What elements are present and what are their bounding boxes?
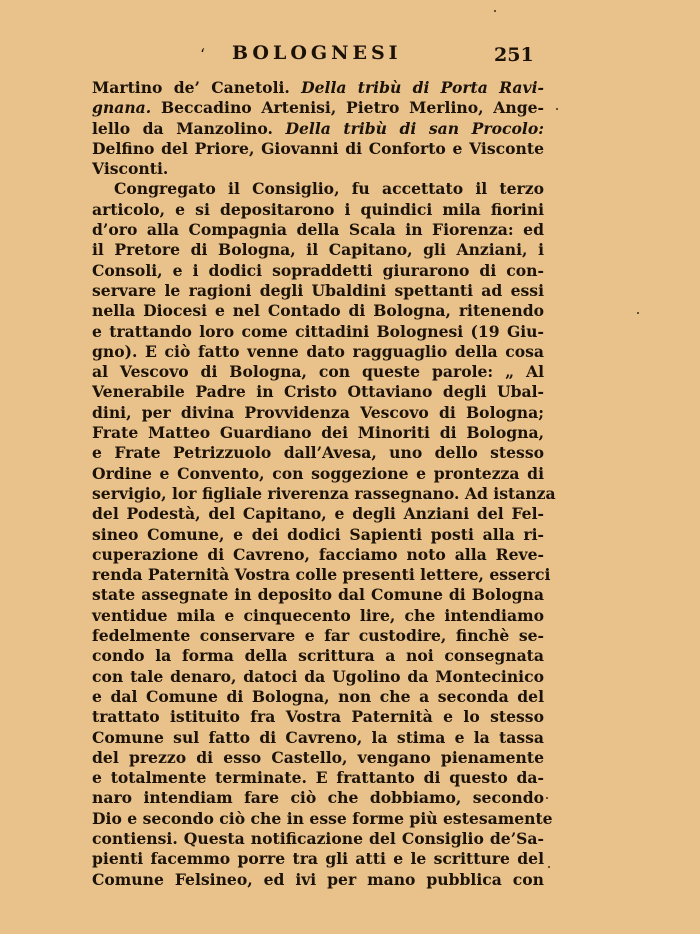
text-line [92, 808, 553, 829]
text-run: e totalmente terminate. E frattanto di questo da- [92, 768, 544, 788]
text-run: e dal Comune di Bologna, non che a seconda del [92, 686, 544, 706]
text-line [92, 687, 544, 707]
text-line [92, 525, 544, 545]
text-line [92, 403, 544, 423]
text-run: articolo, e si depositarono i quindici mila fiorini [92, 199, 544, 219]
text-run: renda Paternità Vostra colle presenti lettere, esserci [92, 565, 551, 585]
text-line [92, 261, 544, 281]
text-line [92, 342, 544, 362]
text-line [92, 788, 544, 808]
text-run: dini, per divina Provvidenza Vescovo di Bologna; [92, 402, 544, 422]
text-line [92, 565, 551, 585]
text-line [92, 382, 544, 402]
text-line [92, 768, 544, 788]
page-header [0, 42, 700, 72]
italic-run: gnana. [92, 98, 152, 118]
text-run: Comune Felsineo, ed ivi per mano pubblica con [92, 869, 544, 889]
paper-speck [548, 866, 550, 868]
text-run: lello da Manzolino. [92, 118, 286, 138]
text-line [92, 626, 544, 646]
paper-speck [546, 797, 548, 799]
text-line [92, 464, 544, 484]
text-run: il Pretore di Bologna, il Capitano, gli Anziani, i [92, 240, 544, 260]
italic-run: Della tribù di Porta Ravi- [301, 78, 544, 97]
text-line [92, 443, 544, 463]
text-line [92, 707, 544, 727]
text-run: contiensi. Questa notificazione del Consiglio de’Sa- [92, 828, 544, 848]
text-line [92, 646, 544, 666]
text-line [92, 301, 544, 321]
text-run: Delfino del Priore, Giovanni di Conforto e Visconte [92, 138, 544, 158]
text-run: e trattando loro come cittadini Bolognesi (19 Giu- [92, 321, 544, 341]
text-run: gno). E ciò fatto venne dato ragguaglio della cosa [92, 341, 544, 361]
text-run: Dio e secondo ciò che in esse forme più estesamente [92, 808, 553, 828]
body-text [92, 78, 556, 890]
text-line [92, 220, 544, 240]
text-line [92, 78, 544, 98]
text-line [92, 545, 544, 565]
page-number: 251 [494, 44, 534, 66]
paper-speck [637, 312, 639, 314]
text-line [92, 139, 544, 159]
text-line [92, 849, 544, 869]
text-line [92, 362, 544, 382]
text-run: Beccadino Artenisi, Pietro Merlino, Ange- [151, 98, 544, 118]
text-run: Consoli, e i dodici sopraddetti giurarono di con- [92, 260, 544, 280]
text-line [92, 200, 544, 220]
text-line [92, 667, 544, 687]
text-run: Congregato il Consiglio, fu accettato il terzo [114, 179, 544, 199]
text-line [92, 829, 544, 849]
text-run: ventidue mila e cinquecento lire, che intendiamo [92, 605, 544, 625]
text-run: naro intendiam fare ciò che dobbiamo, secondo [92, 788, 544, 808]
italic-run: Della tribù di san Procolo: [285, 118, 544, 138]
text-run: trattato istituito fra Vostra Paternità e lo stesso [92, 707, 544, 727]
paper-speck [494, 10, 496, 12]
paragraph-start-line [92, 179, 544, 199]
text-run: servigio, lor figliale riverenza rassegnano. Ad istanza [92, 483, 556, 503]
text-line [92, 870, 544, 890]
text-run: Venerabile Padre in Cristo Ottaviano degli Ubal- [92, 382, 544, 402]
text-run: condo la forma della scrittura a noi consegnata [92, 646, 544, 666]
text-run: Visconti. [92, 159, 169, 179]
text-line [92, 98, 544, 118]
text-run: Comune sul fatto di Cavreno, la stima e la tassa [92, 727, 544, 747]
text-run: e Frate Petrizzuolo dall’Avesa, uno dello stesso [92, 443, 544, 463]
text-run: cuperazione di Cavreno, facciamo noto alla Reve- [92, 544, 544, 564]
text-run: Frate Matteo Guardiano dei Minoriti di Bologna, [92, 423, 544, 443]
text-line [92, 504, 544, 524]
text-run: del prezzo di esso Castello, vengano pienamente [92, 747, 544, 767]
text-line [92, 585, 544, 605]
running-head: BOLOGNESI [232, 42, 402, 64]
text-run: Martino de’ Canetoli. [92, 78, 302, 97]
text-line [92, 240, 544, 260]
text-run: del Podestà, del Capitano, e degli Anziani del Fel- [92, 504, 544, 524]
text-line [92, 119, 544, 139]
text-line [92, 281, 544, 301]
text-run: fedelmente conservare e far custodire, finchè se- [92, 626, 544, 646]
text-run: Ordine e Convento, con soggezione e prontezza di [92, 463, 544, 483]
text-run: state assegnate in deposito dal Comune di Bologna [92, 585, 544, 605]
text-run: servare le ragioni degli Ubaldini spettanti ad essi [92, 280, 544, 300]
text-run: d’oro alla Compagnia della Scala in Fiorenza: ed [92, 220, 544, 240]
text-line [92, 606, 544, 626]
text-line [92, 728, 544, 748]
text-run: sineo Comune, e dei dodici Sapienti posti alla ri- [92, 524, 544, 544]
text-line [92, 748, 544, 768]
text-run: nella Diocesi e nel Contado di Bologna, ritenendo [92, 301, 544, 321]
text-line [92, 423, 544, 443]
text-line [92, 483, 556, 504]
header-mark: ‘ [200, 45, 206, 64]
text-line [92, 159, 544, 179]
paper-speck [556, 108, 558, 110]
text-run: con tale denaro, datoci da Ugolino da Montecinico [92, 666, 544, 686]
text-run: pienti facemmo porre tra gli atti e le scritture del [92, 849, 544, 869]
text-run: al Vescovo di Bologna, con queste parole: „ Al [92, 362, 544, 382]
text-line [92, 322, 544, 342]
